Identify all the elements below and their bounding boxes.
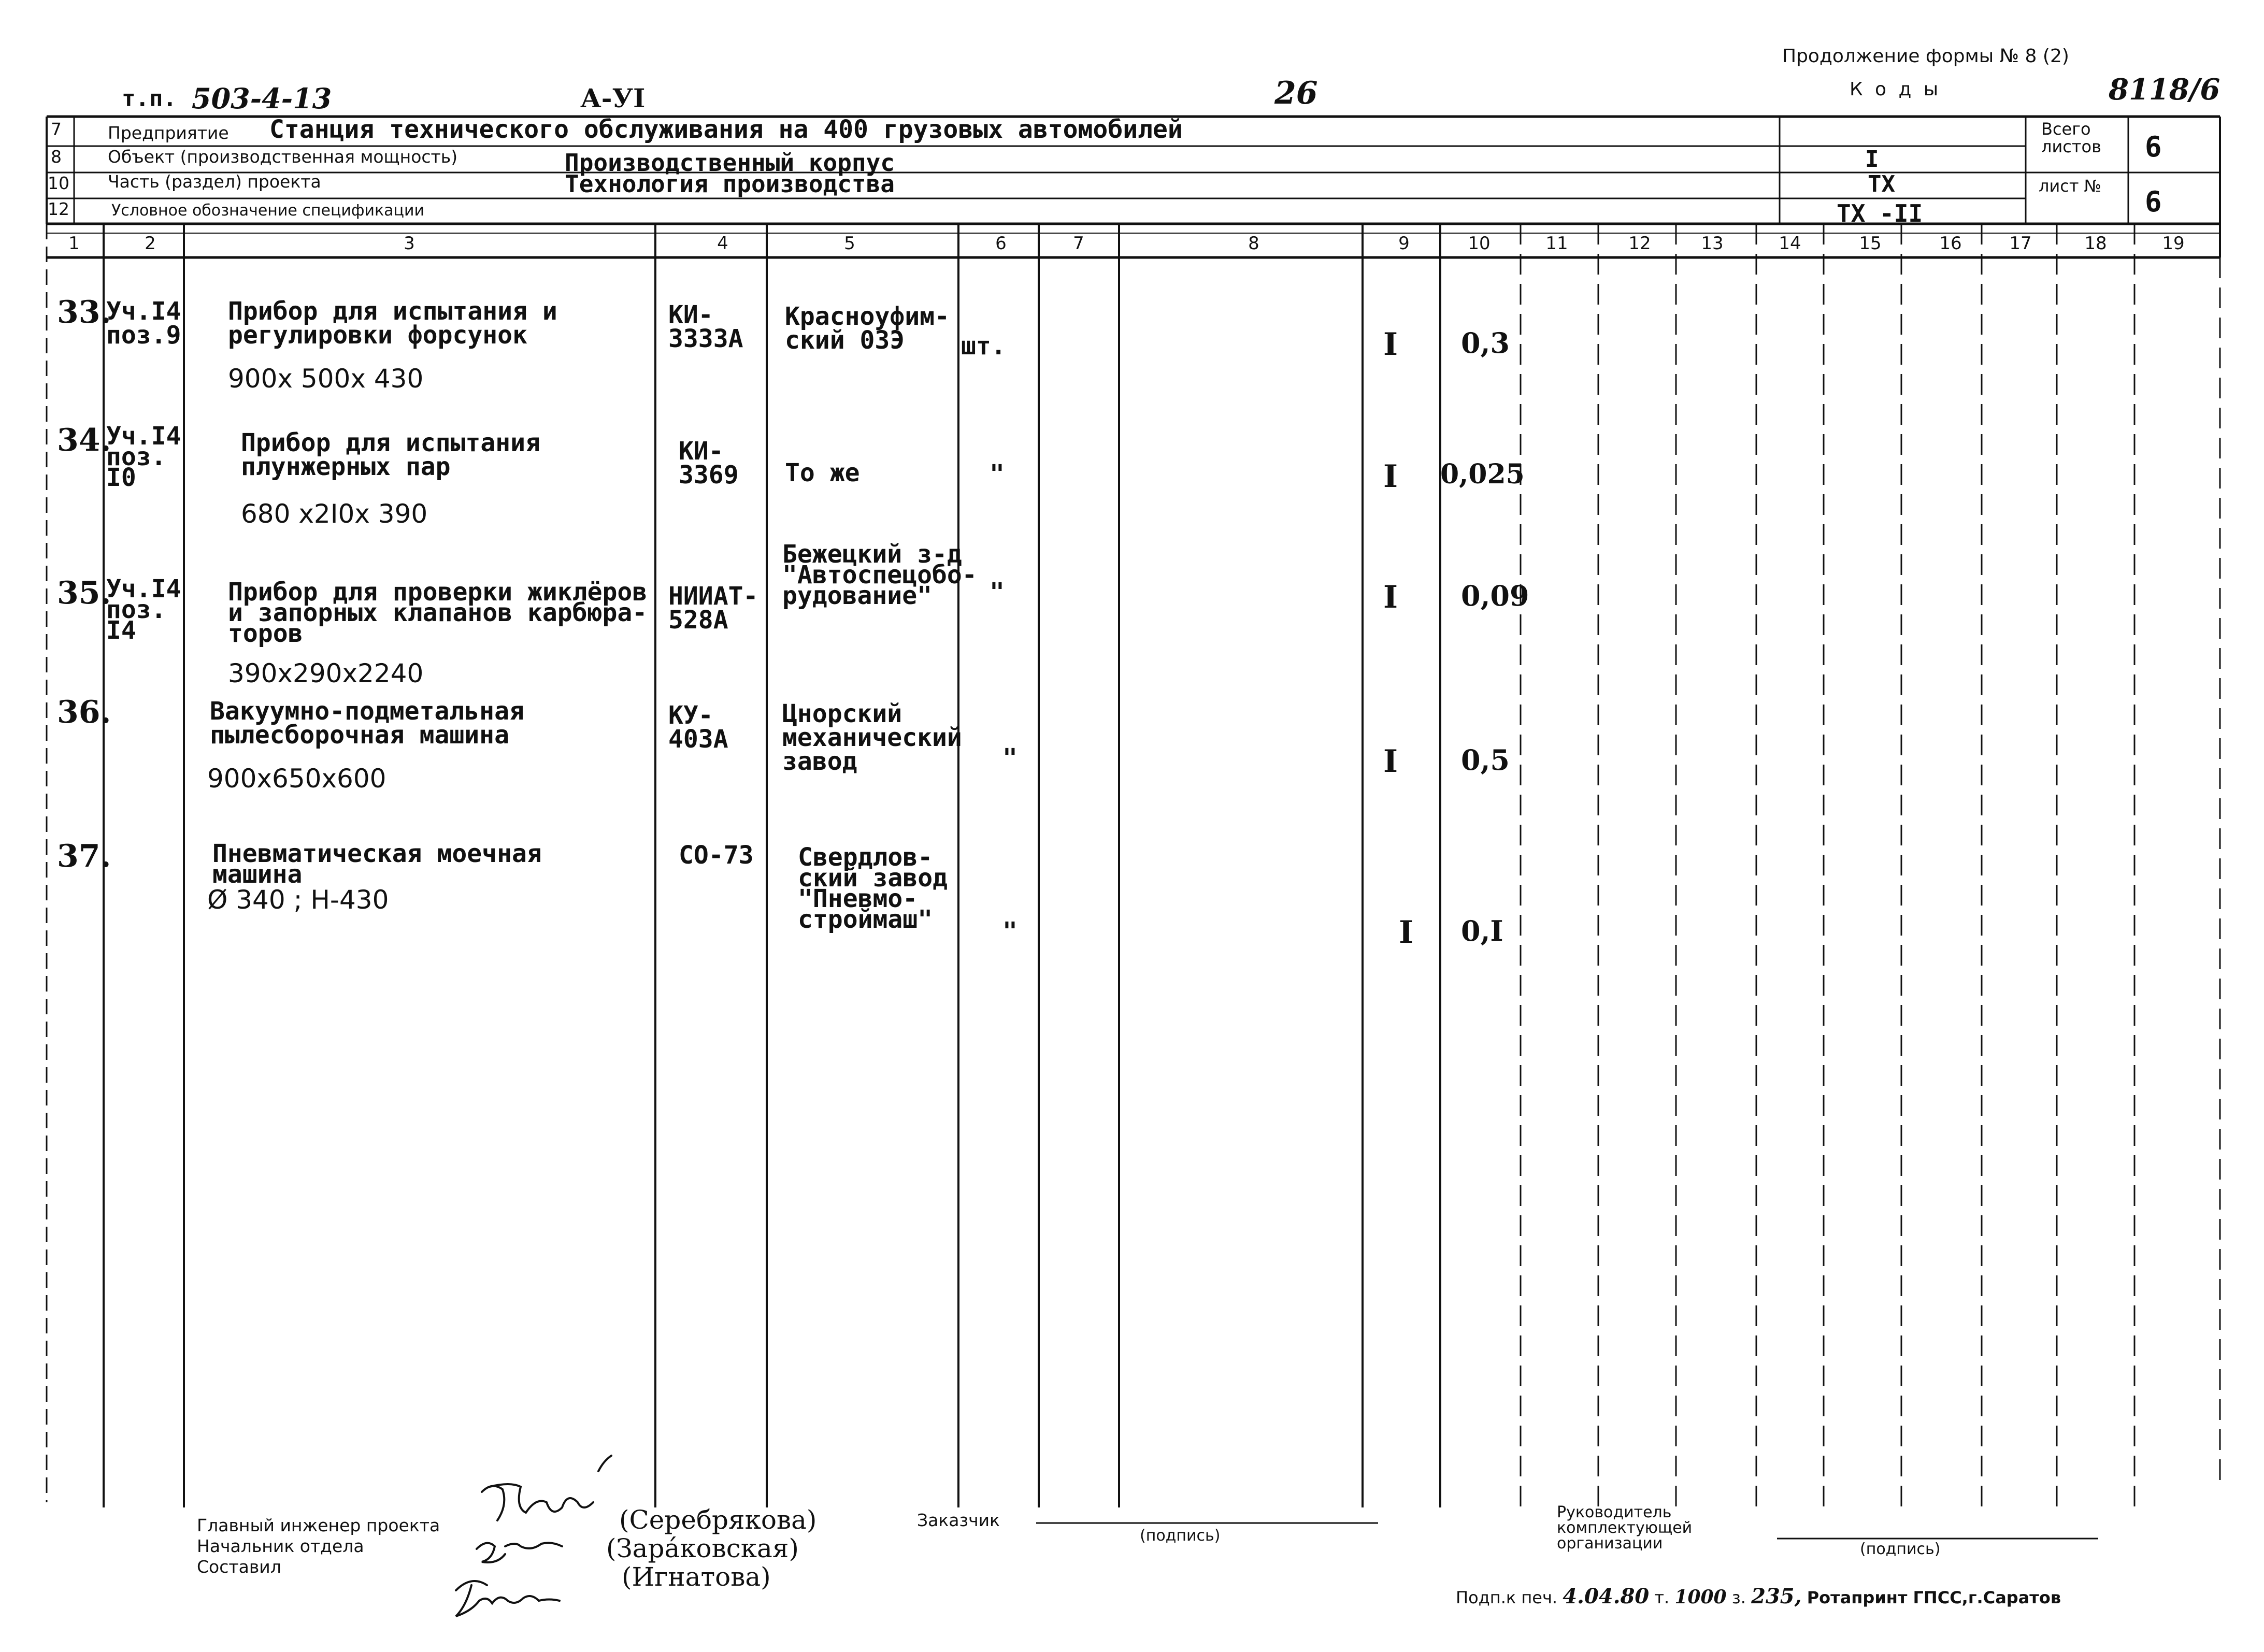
column-header: 19: [2162, 233, 2185, 254]
print-date: 4.04.80: [1563, 1584, 1650, 1608]
item-dimensions: Ø 340 ; Н-430: [207, 885, 389, 915]
doc-code: 8118/6: [2109, 73, 2220, 107]
item-name: Пневматическая моечная машина: [212, 839, 542, 889]
form-continuation: Продолжение формы № 8 (2): [1782, 46, 2069, 67]
enterprise-value: Станция технического обслуживания на 400 грузовых автомобилей: [269, 115, 1183, 144]
row-num-10: 10: [48, 173, 69, 193]
row-number: 34.: [57, 422, 111, 458]
album-code: А-УI: [580, 83, 646, 113]
column-header: 10: [1468, 233, 1491, 254]
row-num-8: 8: [51, 147, 62, 167]
column-header: 11: [1545, 233, 1568, 254]
print-info-t: т.: [1654, 1588, 1670, 1607]
row-position: Уч.I4 поз.9: [106, 297, 181, 350]
item-dimensions: 900х650х600: [207, 764, 386, 794]
item-type: СО-73: [679, 841, 754, 870]
column-header: 17: [2009, 233, 2032, 254]
page-number: 26: [1274, 75, 1318, 111]
print-info-label: Подп.к печ.: [1456, 1588, 1558, 1607]
item-unit: ": [1002, 917, 1018, 946]
column-header: 15: [1859, 233, 1882, 254]
item-manufacturer: Цнорский механический завод: [782, 699, 962, 776]
item-mass: 0,09: [1461, 579, 1529, 612]
enterprise-label: Предприятие: [108, 123, 229, 143]
item-quantity: I: [1383, 743, 1398, 780]
print-info: [1456, 1584, 2061, 1608]
column-header: 8: [1248, 233, 1259, 254]
column-header: 18: [2084, 233, 2107, 254]
row-number: 37.: [57, 838, 111, 874]
item-manufacturer: Свердлов- ский завод "Пневмо- строймаш": [798, 843, 948, 934]
codes-label: К о д ы: [1850, 79, 1942, 100]
column-header: 3: [404, 233, 415, 254]
item-mass: 0,025: [1440, 458, 1525, 490]
supplier-signature-caption: (подпись): [1860, 1540, 1941, 1558]
customer-signature-caption: (подпись): [1140, 1527, 1221, 1545]
item-quantity: I: [1383, 326, 1398, 363]
item-unit: ": [990, 459, 1005, 489]
column-header: 14: [1779, 233, 1801, 254]
item-type: КУ- 403А: [668, 701, 728, 754]
item-unit: ": [990, 578, 1005, 607]
column-header: 7: [1073, 233, 1084, 254]
tp-prefix: т.п.: [122, 85, 177, 112]
row-position: Уч.I4 поз. I0: [106, 422, 181, 492]
supplier-label: Руководитель комплектующей организации: [1557, 1503, 1693, 1553]
item-type: НИИАТ- 528А: [668, 582, 758, 635]
row-num-7: 7: [51, 119, 62, 139]
item-quantity: I: [1399, 914, 1414, 951]
item-mass: 0,5: [1461, 743, 1510, 777]
column-header: 5: [844, 233, 855, 254]
dept-head-name: (Зарáковская): [606, 1533, 799, 1563]
row-number: 35.: [57, 575, 111, 611]
column-header: 9: [1398, 233, 1410, 254]
sheet-number-value: 6: [2145, 185, 2162, 218]
object-value: Производственный корпус: [565, 149, 895, 177]
chief-engineer-label: Главный инженер проекта: [197, 1515, 440, 1535]
row-num-12: 12: [48, 199, 69, 219]
item-mass: 0,I: [1461, 914, 1503, 947]
item-unit: шт.: [961, 332, 1006, 361]
item-name: Прибор для проверки жиклёров и запорных клапанов карбюра- торов: [228, 578, 648, 648]
designation-label: Условное обозначение спецификации: [111, 202, 424, 220]
column-header: 4: [717, 233, 728, 254]
item-manufacturer: Красноуфим- ский 03Э: [785, 302, 950, 355]
dept-head-label: Начальник отдела: [197, 1536, 364, 1556]
compiled-name: (Игнатова): [622, 1562, 771, 1592]
item-quantity: I: [1383, 458, 1398, 495]
item-type: КИ- 3369: [679, 437, 739, 490]
item-dimensions: 390х290х2240: [228, 658, 424, 688]
row-number: 36.: [57, 694, 111, 730]
object-label: Объект (производственная мощность): [108, 147, 458, 167]
item-name: Прибор для испытания и регулировки форсунок: [228, 297, 557, 350]
tp-number: 503-4-13: [192, 82, 332, 115]
column-header: 12: [1628, 233, 1651, 254]
item-quantity: I: [1383, 579, 1398, 615]
part-value: Технология производства: [565, 170, 895, 198]
column-header: 1: [68, 233, 80, 254]
column-header: 13: [1701, 233, 1724, 254]
column-header: 2: [145, 233, 156, 254]
part-code: ТХ: [1868, 171, 1895, 197]
part-label: Часть (раздел) проекта: [108, 171, 321, 192]
print-order: 235,: [1751, 1584, 1802, 1608]
item-dimensions: 680 х2I0х 390: [241, 499, 428, 529]
item-manufacturer: То же: [785, 458, 860, 487]
compiled-label: Составил: [197, 1557, 281, 1577]
row-number: 33.: [57, 294, 111, 331]
customer-label: Заказчик: [917, 1510, 1000, 1530]
designation-code: ТХ -II: [1837, 199, 1923, 227]
item-unit: ": [1002, 743, 1018, 772]
column-header: 16: [1939, 233, 1962, 254]
item-name: Прибор для испытания плунжерных пар: [241, 428, 540, 481]
printer-name: Ротапринт ГПСС,г.Саратов: [1807, 1588, 2061, 1607]
row-position: Уч.I4 поз. I4: [106, 574, 181, 645]
total-sheets-label: Всего листов: [2041, 119, 2101, 156]
item-mass: 0,3: [1461, 326, 1510, 360]
item-manufacturer: Бежецкий з-д "Автоспецобо- рудование": [782, 540, 977, 610]
print-info-z: з.: [1731, 1588, 1746, 1607]
item-type: КИ- 3333А: [668, 300, 743, 353]
object-code: I: [1865, 146, 1879, 173]
chief-engineer-name: (Серебрякова): [619, 1505, 817, 1535]
print-run: 1000: [1674, 1586, 1727, 1608]
sheet-number-label: лист №: [2039, 176, 2101, 196]
item-name: Вакуумно-подметальная пылесборочная машина: [210, 697, 524, 750]
column-header: 6: [995, 233, 1007, 254]
item-dimensions: 900х 500х 430: [228, 364, 424, 394]
total-sheets-value: 6: [2145, 131, 2162, 163]
